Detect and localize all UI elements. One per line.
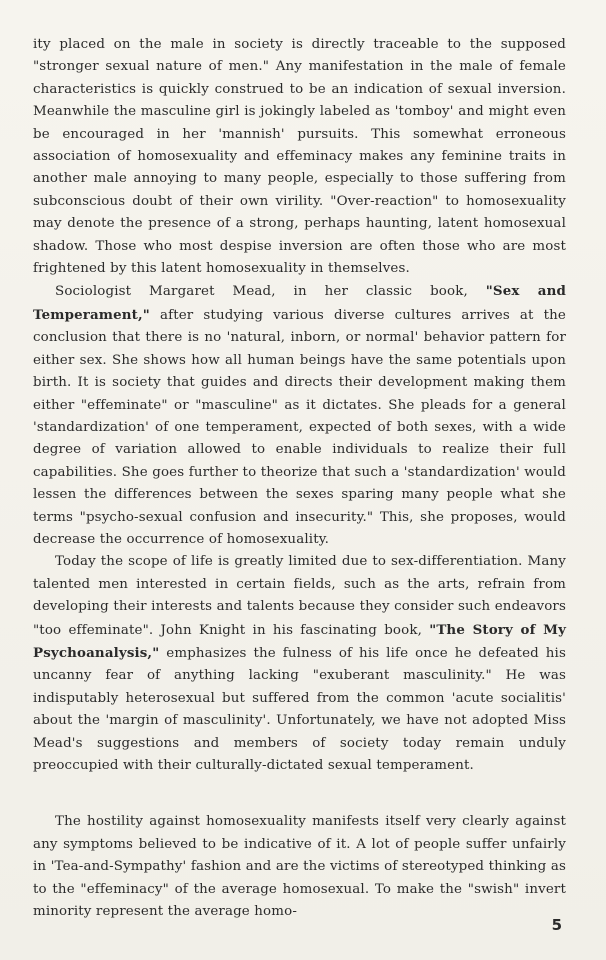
paragraph-3-text-a: Today the scope of life is greatly limited due to sex-differentiation. Many talented men interested in certain fields, such as the arts, refrain from developing their interests and talents because they consider such endeavors "too effeminate". John Knight in his fascinating book, xyxy=(33,554,566,638)
book-title-story-of-my-psychoanalysis: "The Story of My Psychoanalysis," xyxy=(33,621,567,661)
paragraph-2 xyxy=(33,280,566,551)
book-title-sex-and-temperament: "Sex and Temperament," xyxy=(33,283,566,323)
paragraph-4 xyxy=(33,811,566,923)
paragraph-3 xyxy=(33,551,566,777)
page-number: 5 xyxy=(551,916,562,934)
paragraph-1 xyxy=(33,34,566,280)
section-gap xyxy=(33,777,566,811)
paragraph-4-text: The hostility against homosexuality manifests itself very clearly against any symptoms believed to be indicative of it. A lot of people suffer unfairly in 'Tea-and-Sympathy' fashion and are the victims of stereotyped thinking as to the "effeminacy" of the average homosexual. To make the "swish" invert minority represent the average homo- xyxy=(33,814,566,920)
paragraph-3-text-b: emphasizes the fulness of his life once he defeated his uncanny fear of anything lacking "exuberant masculinity." He was indisputably heterosexual but suffered from the common 'acute socialitis' about the 'margin of masculinity'. Unfortunately, we have not adopted Miss Mead's suggestions and members of society today remain unduly preoccupied with their culturally-dictated sexual temperament. xyxy=(33,645,566,773)
paragraph-2-text-b: after studying various diverse cultures arrives at the conclusion that there is no 'natural, inborn, or normal' behavior pattern for either sex. She shows how all human beings have the same potentials upon birth. It is society that guides and directs their development making them either "effeminate" or "masculine" as it dictates. She pleads for a general 'standardization' of one temperament, expected of both sexes, with a wide degree of variation allowed to enable individuals to realize their full capabilities. She goes further to theorize that such a 'standardization' would lessen the differences between the sexes sparing many people what she terms "psycho-sexual confusion and insecurity." This, she proposes, would decrease the occurrence of homosexuality. xyxy=(33,307,566,547)
paragraph-2-text-a: Sociologist Margaret Mead, in her classic book, xyxy=(55,284,486,300)
paragraph-1-text: ity placed on the male in society is directly traceable to the supposed "stronger sexual nature of men." Any manifestation in the male of female characteristics is quickly construed to be an indication of sexual inversion. Meanwhile the masculine girl is jokingly labeled as 'tomboy' and might even be encouraged in her 'mannish' pursuits. This somewhat erroneous association of homosexuality and effeminacy makes any feminine traits in another male annoying to many people, especially to those suffering from subconscious doubt of their own virility. "Over-reaction" to homosexuality may denote the presence of a strong, perhaps haunting, latent homosexual shadow. Those who most despise inversion are often those who are most frightened by this latent homosexuality in themselves. xyxy=(33,37,566,277)
